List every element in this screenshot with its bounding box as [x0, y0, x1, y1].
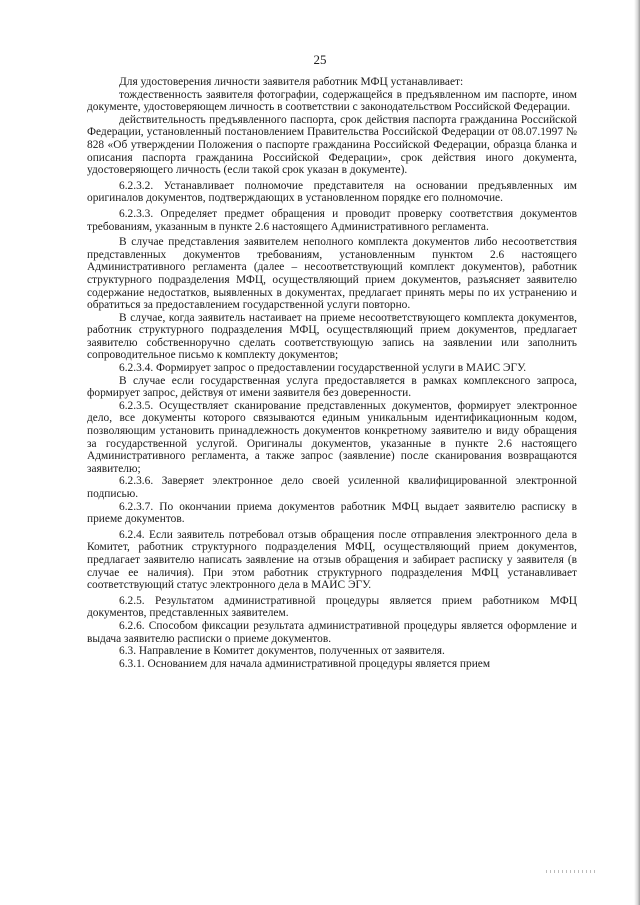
paragraph-6-2-5: 6.2.5. Результатом административной процедуры является прием работником МФЦ документов, представленных заявителем. [87, 594, 577, 620]
scan-page-edge [634, 0, 640, 905]
paragraph-6-2-3-7: 6.2.3.7. По окончании приема документов работник МФЦ выдает заявителю расписку в приеме документов. [87, 500, 577, 526]
paragraph-6-2-3-2: 6.2.3.2. Устанавливает полномочие представителя на основании предъявленных им оригиналов документов, подтверждающих в установленном порядке его полномочие. [87, 179, 577, 205]
paragraph-6-3: 6.3. Направление в Комитет документов, полученных от заявителя. [119, 645, 445, 658]
scan-artifact [546, 870, 596, 873]
paragraph-6-2-3-3: 6.2.3.3. Определяет предмет обращения и проводит проверку соответствия документов требованиям, указанным в пункте 2.6 настоящего Административного регламента. [87, 207, 577, 233]
paragraph-applicant-insists: В случае, когда заявитель настаивает на приеме несоответствующего комплекта документов, работник структурного подразделения МФЦ, осуществляющий прием документов, предлагает заявителю собственноручно сделать соответствующую запись на заявлении или заполнить сопроводительное письмо к комплекту документов; [87, 311, 577, 362]
paragraph-passport-validity: действительность предъявленного паспорта, срок действия паспорта гражданина Российской Федерации, установленный постановлением Правительства Российской Федерации от 08.07.1997 № 828 «Об утверждении Положения о паспорте гражданина Российской Федерации, образца бланка и описания паспорта гражданина Российской Федерации», срок действия иного документа, удостоверяющего личность (если такой срок указан в документе). [87, 113, 577, 177]
paragraph-6-2-3-5: 6.2.3.5. Осуществляет сканирование представленных документов, формирует электронное дело, все документы которого связываются единым уникальным идентификационным кодом, позволяющим установить принадлежность документов конкретному заявителю и виду обращения за государственной услугой. Оригиналы документов, указанные в пункте 2.6 настоящего Административного регламента, а также запрос (заявление) после сканирования возвращаются заявителю; [87, 399, 577, 475]
paragraph-6-2-3-4: 6.2.3.4. Формирует запрос о предоставлении государственной услуги в МАИС ЭГУ. [119, 362, 527, 375]
paragraph-identity-intro: Для удостоверения личности заявителя работник МФЦ устанавливает: [119, 76, 464, 88]
paragraph-6-2-3-6: 6.2.3.6. Заверяет электронное дело своей усиленной квалифицированной электронной подписью. [87, 475, 577, 500]
page-number: 25 [313, 52, 327, 67]
paragraph-6-3-1: 6.3.1. Основанием для начала административной процедуры является прием [119, 657, 491, 670]
paragraph-identity-photo: тождественность заявителя фотографии, содержащейся в предъявленном им паспорте, ином документе, удостоверяющем личность в соответствии с законодательством Российской Федерации. [87, 88, 577, 114]
paragraph-incomplete-documents: В случае представления заявителем неполного комплекта документов либо несоответствия представленных документов требованиям, установленным пунктом 2.6 настоящего Административного регламента (далее – несоответствующий комплект документов), работник структурного подразделения МФЦ, осуществляющий прием документов, разъясняет заявителю содержание недостатков, выявленных в документах, предлагает принять меры по их устранению и обратиться за предоставлением государственной услуги повторно. [87, 236, 577, 312]
paragraph-6-2-6: 6.2.6. Способом фиксации результата административной процедуры является оформление и выдача заявителю расписки о приеме документов. [87, 619, 577, 645]
document-body [87, 76, 577, 670]
paragraph-complex-request: В случае если государственная услуга предоставляется в рамках комплексного запроса, формирует запрос, действуя от имени заявителя без доверенности. [87, 374, 577, 400]
paragraph-6-2-4: 6.2.4. Если заявитель потребовал отзыв обращения после отправления электронного дела в Комитет, работник структурного подразделения МФЦ, осуществляющий прием документов, предлагает заявителю написать заявление на отзыв обращения и забирает расписку у заявителя (в случае ее наличия). При этом работник структурного подразделения МФЦ устанавливает соответствующий статус электронного дела в МАИС ЭГУ. [87, 528, 577, 592]
